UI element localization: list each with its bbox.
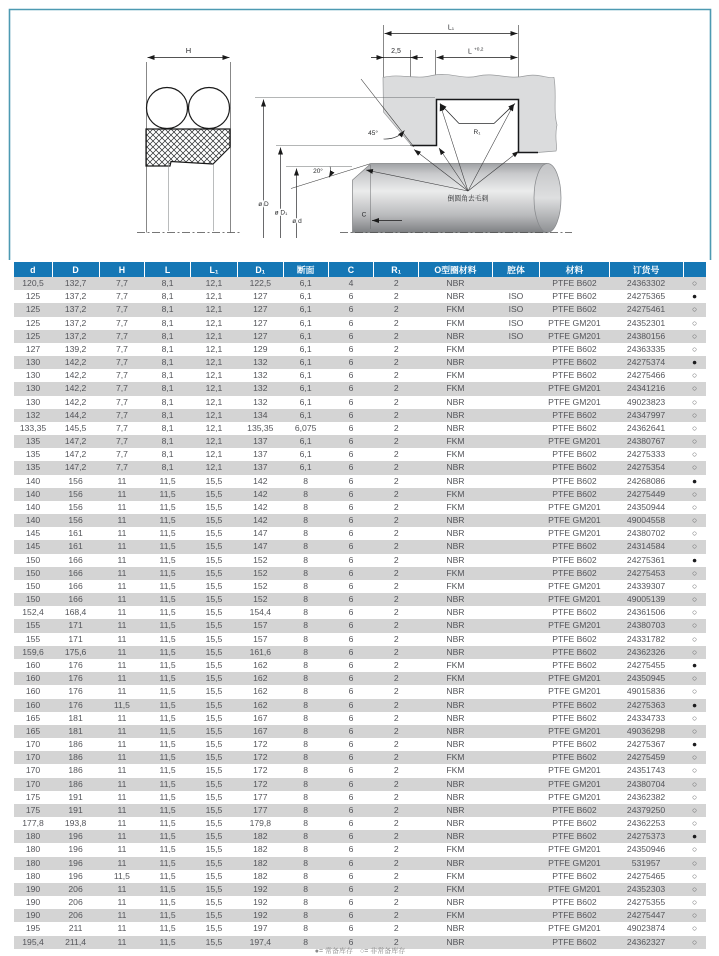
dim-label-r1: R₁ (473, 129, 481, 136)
dim-label-h: H (185, 46, 192, 55)
table-row: 195 211 11 11,5 15,5 197 8 6 2 NBR PTFE GM201 49023874 ○ (14, 922, 706, 935)
dim-label-2-5: 2,5 (391, 48, 401, 55)
stock-indicator: ○ (683, 909, 706, 922)
table-row: 170 186 11 11,5 15,5 172 8 6 2 NBR PTFE GM201 24380704 ○ (14, 778, 706, 791)
stock-indicator: ○ (691, 370, 698, 381)
stock-indicator: ○ (691, 317, 698, 328)
column-header (683, 262, 706, 277)
table-row: 150 166 11 11,5 15,5 152 8 6 2 FKM PTFE GM201 24339307 ○ (14, 580, 706, 593)
stock-indicator: ○ (683, 409, 706, 422)
table-row: 175 191 11 11,5 15,5 177 8 6 2 NBR PTFE GM201 24362382 ○ (14, 791, 706, 804)
stock-indicator: ○ (691, 686, 698, 697)
table-row: 125 137,2 7,7 8,1 12,1 127 6,1 6 2 FKM ISO PTFE B602 24275461 ○ (14, 303, 706, 316)
stock-indicator: ○ (691, 580, 698, 591)
table-row: 125 137,2 7,7 8,1 12,1 127 6,1 6 2 NBR ISO PTFE B602 24275365 ● (14, 290, 706, 303)
table-row: 140 156 11 11,5 15,5 142 8 6 2 FKM PTFE GM201 24350944 ○ (14, 501, 706, 514)
table-row: 145 161 11 11,5 15,5 147 8 6 2 NBR PTFE GM201 24380702 ○ (14, 527, 706, 540)
table-row: 165 181 11 11,5 15,5 167 8 6 2 NBR PTFE GM201 49036298 ○ (14, 725, 706, 738)
stock-indicator: ○ (683, 857, 706, 870)
seal-cross-section (137, 46, 240, 233)
o-ring-left (147, 88, 188, 129)
column-header: 材料 (540, 262, 609, 277)
stock-indicator: ○ (683, 514, 706, 527)
table-row: 150 166 11 11,5 15,5 152 8 6 2 NBR PTFE GM201 49005139 ○ (14, 593, 706, 606)
stock-indicator: ○ (691, 607, 698, 618)
stock-indicator: ○ (691, 633, 698, 644)
header-row (14, 262, 706, 277)
table-row: 135 147,2 7,7 8,1 12,1 137 6,1 6 2 FKM PTFE GM201 24380767 ○ (14, 435, 706, 448)
table-row: 150 166 11 11,5 15,5 152 8 6 2 NBR PTFE B602 24275361 ● (14, 554, 706, 567)
installation-drawing (255, 25, 572, 239)
stock-indicator: ○ (683, 461, 706, 474)
table-row: 160 176 11 11,5 15,5 162 8 6 2 NBR PTFE GM201 49015836 ○ (14, 685, 706, 698)
stock-indicator: ○ (683, 567, 706, 580)
table-row: 170 186 11 11,5 15,5 172 8 6 2 FKM PTFE B602 24275459 ○ (14, 751, 706, 764)
table-row: 170 186 11 11,5 15,5 172 8 6 2 NBR PTFE B602 24275367 ● (14, 738, 706, 751)
stock-indicator: ● (683, 830, 706, 843)
table-row: 190 206 11 11,5 15,5 192 8 6 2 FKM PTFE B602 24275447 ○ (14, 909, 706, 922)
table-row: 180 196 11,5 11,5 15,5 182 8 6 2 FKM PTFE B602 24275465 ○ (14, 870, 706, 883)
table-row: 140 156 11 11,5 15,5 142 8 6 2 NBR PTFE B602 24268086 ● (14, 475, 706, 488)
column-header: D₁ (237, 262, 283, 277)
table-row: 130 142,2 7,7 8,1 12,1 132 6,1 6 2 FKM PTFE GM201 24341216 ○ (14, 382, 706, 395)
table-row: 155 171 11 11,5 15,5 157 8 6 2 NBR PTFE GM201 24380703 ○ (14, 619, 706, 632)
stock-indicator: ● (691, 554, 698, 565)
stock-indicator: ○ (691, 422, 698, 433)
table-row: 160 176 11 11,5 15,5 162 8 6 2 FKM PTFE GM201 24350945 ○ (14, 672, 706, 685)
table-row: 165 181 11 11,5 15,5 167 8 6 2 NBR PTFE B602 24334733 ○ (14, 712, 706, 725)
table-row: 190 206 11 11,5 15,5 192 8 6 2 NBR PTFE B602 24275355 ○ (14, 896, 706, 909)
column-header: 腔体 (492, 262, 540, 277)
stock-indicator: ○ (683, 488, 706, 501)
column-header: d (14, 262, 52, 277)
column-header: R₁ (374, 262, 419, 277)
table-row: 133,35 145,5 7,7 8,1 12,1 135,35 6,075 6 2 NBR PTFE B602 24362641 ○ (14, 422, 706, 435)
dia-label-D1: ø D₁ (274, 209, 288, 217)
stock-indicator: ○ (691, 818, 698, 829)
stock-indicator: ○ (683, 936, 706, 949)
table-row: 160 176 11 11,5 15,5 162 8 6 2 FKM PTFE B602 24275455 ● (14, 659, 706, 672)
stock-indicator: ○ (683, 382, 706, 395)
stock-indicator: ○ (683, 330, 706, 343)
stock-indicator: ○ (691, 791, 698, 802)
table-row: 125 137,2 7,7 8,1 12,1 127 6,1 6 2 FKM ISO PTFE GM201 24352301 ○ (14, 317, 706, 330)
table-row: 155 171 11 11,5 15,5 157 8 6 2 NBR PTFE B602 24331782 ○ (14, 633, 706, 646)
stock-indicator: ○ (691, 923, 698, 934)
table-row: 135 147,2 7,7 8,1 12,1 137 6,1 6 2 NBR PTFE B602 24275354 ○ (14, 461, 706, 474)
stock-indicator: ○ (683, 883, 706, 896)
column-header: D (52, 262, 99, 277)
dim-label-c: C (361, 211, 367, 219)
dim-label-l1: L₁ (447, 24, 455, 32)
table-row: 175 191 11 11,5 15,5 177 8 6 2 NBR PTFE B602 24379250 ○ (14, 804, 706, 817)
table-row: 130 142,2 7,7 8,1 12,1 132 6,1 6 2 NBR PTFE GM201 49023823 ○ (14, 396, 706, 409)
stock-indicator: ● (683, 356, 706, 369)
stock-indicator: ○ (683, 540, 706, 553)
stock-indicator: ○ (691, 765, 698, 776)
stock-indicator: ○ (683, 672, 706, 685)
table-row: 140 156 11 11,5 15,5 142 8 6 2 NBR PTFE GM201 49004558 ○ (14, 514, 706, 527)
column-header: O型圈材料 (419, 262, 492, 277)
stock-indicator: ○ (683, 593, 706, 606)
stock-indicator: ○ (691, 501, 698, 512)
stock-indicator: ● (691, 739, 698, 750)
table-row: 159,6 175,6 11 11,5 15,5 161,6 8 6 2 NBR PTFE B602 24362326 ○ (14, 646, 706, 659)
table-row: 145 161 11 11,5 15,5 147 8 6 2 NBR PTFE B602 24314584 ○ (14, 540, 706, 553)
stock-indicator: ● (683, 699, 706, 712)
column-header: 订货号 (609, 262, 683, 277)
stock-indicator: ○ (691, 449, 698, 460)
stock-indicator: ○ (691, 343, 698, 354)
stock-indicator: ○ (691, 897, 698, 908)
column-header: L₁ (190, 262, 237, 277)
table-row: 180 196 11 11,5 15,5 182 8 6 2 NBR PTFE B602 24275373 ● (14, 830, 706, 843)
table-row: 132 144,2 7,7 8,1 12,1 134 6,1 6 2 NBR PTFE B602 24347997 ○ (14, 409, 706, 422)
table-row: 120,5 132,7 7,7 8,1 12,1 122,5 6,1 4 2 NBR PTFE B602 24363302 ○ (14, 277, 706, 290)
table-row: 140 156 11 11,5 15,5 142 8 6 2 FKM PTFE B602 24275449 ○ (14, 488, 706, 501)
table-row: 150 166 11 11,5 15,5 152 8 6 2 FKM PTFE B602 24275453 ○ (14, 567, 706, 580)
stock-indicator: ○ (683, 619, 706, 632)
table-row: 180 196 11 11,5 15,5 182 8 6 2 FKM PTFE GM201 24350946 ○ (14, 843, 706, 856)
stock-indicator: ○ (683, 303, 706, 316)
o-ring-right (189, 88, 230, 129)
table-row: 195,4 211,4 11 11,5 15,5 197,4 8 6 2 NBR PTFE B602 24362327 ○ (14, 936, 706, 949)
column-header: L (145, 262, 191, 277)
table-row: 177,8 193,8 11 11,5 15,5 179,8 8 6 2 NBR PTFE B602 24362253 ○ (14, 817, 706, 830)
stock-indicator: ○ (683, 277, 706, 290)
dim-label-l: L (468, 48, 472, 56)
table-row: 170 186 11 11,5 15,5 172 8 6 2 FKM PTFE GM201 24351743 ○ (14, 764, 706, 777)
shaft-end-cap (534, 164, 561, 233)
stock-indicator: ○ (683, 804, 706, 817)
table-row: 127 139,2 7,7 8,1 12,1 129 6,1 6 2 FKM PTFE B602 24363335 ○ (14, 343, 706, 356)
stock-indicator: ○ (683, 725, 706, 738)
table-row: 152,4 168,4 11 11,5 15,5 154,4 8 6 2 NBR PTFE B602 24361506 ○ (14, 606, 706, 619)
table-row: 130 142,2 7,7 8,1 12,1 132 6,1 6 2 FKM PTFE B602 24275466 ○ (14, 369, 706, 382)
stock-legend: ●= 常备库存 ○= 非常备库存 (314, 948, 406, 955)
table-row: 190 206 11 11,5 15,5 192 8 6 2 FKM PTFE GM201 24352303 ○ (14, 883, 706, 896)
angle-label-20: 20° (313, 168, 323, 175)
stock-indicator: ○ (691, 870, 698, 881)
table-row: 130 142,2 7,7 8,1 12,1 132 6,1 6 2 NBR PTFE B602 24275374 ● (14, 356, 706, 369)
dia-label-d: ø d (292, 218, 302, 225)
stock-indicator: ○ (683, 751, 706, 764)
table-row: 180 196 11 11,5 15,5 182 8 6 2 NBR PTFE GM201 531957 ○ (14, 857, 706, 870)
column-header: C (328, 262, 374, 277)
deburr-note: 倒圆角去毛刺 (447, 195, 489, 203)
stock-indicator: ○ (683, 646, 706, 659)
angle-label-45: 45° (368, 130, 378, 137)
dim-label-l-tol: +0,2 (474, 47, 484, 53)
technical-diagram (0, 0, 719, 258)
stock-indicator: ○ (691, 396, 698, 407)
stock-indicator: ● (691, 659, 698, 670)
stock-indicator: ○ (691, 528, 698, 539)
stock-indicator: ○ (691, 712, 698, 723)
table-row: 160 176 11,5 11,5 15,5 162 8 6 2 NBR PTFE B602 24275363 ● (14, 699, 706, 712)
column-header: 断面 (283, 262, 328, 277)
stock-indicator: ● (691, 291, 698, 302)
table-row: 125 137,2 7,7 8,1 12,1 127 6,1 6 2 NBR ISO PTFE GM201 24380156 ○ (14, 330, 706, 343)
stock-indicator: ● (691, 475, 698, 486)
stock-indicator: ○ (683, 435, 706, 448)
table-row: 135 147,2 7,7 8,1 12,1 137 6,1 6 2 FKM PTFE B602 24275333 ○ (14, 448, 706, 461)
column-header: H (99, 262, 145, 277)
dia-label-D: ø D (258, 201, 269, 208)
ptfe-ring-hatched (146, 129, 230, 166)
stock-indicator: ○ (691, 844, 698, 855)
stock-indicator: ○ (683, 778, 706, 791)
